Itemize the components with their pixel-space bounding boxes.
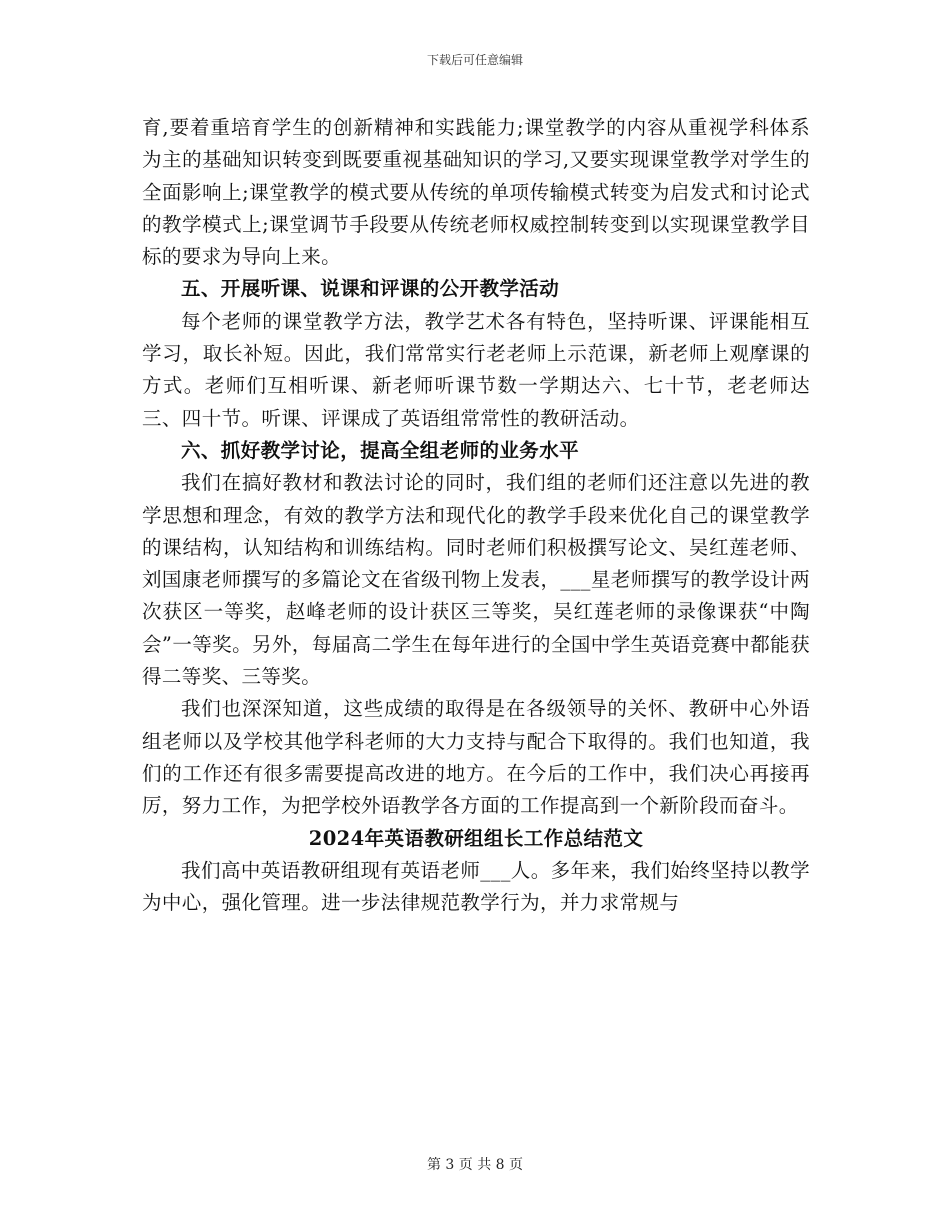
section-heading-5: 五、开展听课、说课和评课的公开教学活动: [181, 277, 560, 301]
paragraph-conclusion: 我们也深深知道，这些成绩的取得是在各级领导的关怀、教研中心外语组老师以及学校其他学科老师的大力支持与配合下取得的。我们也知道，我们的工作还有很多需要提高改进的地方。在今后的工作中，我们决心再接再厉，努力工作，为把学校外语教学各方面的工作提高到一个新阶段而奋斗。: [142, 697, 810, 818]
page-header: 下载后可任意编辑: [426, 53, 523, 67]
paragraph-lesson-observation: 每个老师的课堂教学方法，教学艺术各有特色，坚持听课、评课能相互学习，取长补短。因此，我们常常实行老老师上示范课，新老师上观摩课的方式。老师们互相听课、新老师听课节数一学期达六、七十节，老老师达三、四十节。听课、评课成了英语组常常性的教研活动。: [142, 309, 810, 430]
document-title-2024: 2024年英语教研组组长工作总结范文: [308, 826, 644, 850]
page-number: 第 3 页 共 8 页: [426, 1157, 524, 1173]
paragraph-continuation: 育,要着重培育学生的创新精神和实践能力;课堂教学的内容从重视学科体系为主的基础知识转变到既要重视基础知识的学习,又要实现课堂教学对学生的全面影响上;课堂教学的模式要从传统的单项传输模式转变为启发式和讨论式的教学模式上;课堂调节手段要从传统老师权威控制转变到以实现课堂教学目标的要求为导向上来。: [142, 116, 810, 269]
document-body: [142, 112, 810, 919]
paragraph-teaching-research: 我们在搞好教材和教法讨论的同时，我们组的老师们还注意以先进的教学思想和理念，有效的教学方法和现代化的教学手段来优化自己的课堂教学的课结构，认知结构和训练结构。同时老师们积极撰写论文、吴红莲老师、刘国康老师撰写的多篇论文在省级刊物上发表，___星老师撰写的教学设计两次获区一等奖，赵峰老师的设计获区三等奖，吴红莲老师的录像课获“中陶会”一等奖。另外，每届高二学生在每年进行的全国中学生英语竞赛中都能获得二等奖、三等奖。: [142, 471, 810, 689]
paragraph-intro-2024: 我们高中英语教研组现有英语老师___人。多年来，我们始终坚持以教学为中心，强化管理。进一步法律规范教学行为，并力求常规与: [142, 858, 810, 915]
section-heading-6: 六、抓好教学讨论，提高全组老师的业务水平: [181, 438, 580, 462]
